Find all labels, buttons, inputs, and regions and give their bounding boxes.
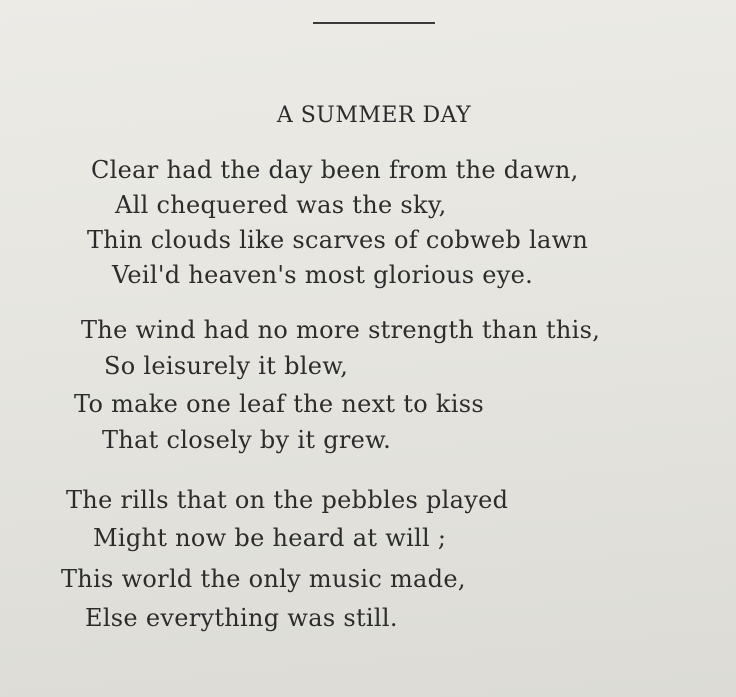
poem-line: All chequered was the sky, — [115, 191, 447, 219]
poem-line: The rills that on the pebbles played — [66, 486, 509, 514]
poem-line: The wind had no more strength than this, — [81, 316, 601, 344]
poem-line: Clear had the day been from the dawn, — [91, 156, 579, 184]
top-rule — [313, 22, 435, 24]
poem-line: To make one leaf the next to kiss — [74, 390, 484, 418]
poem-line: Thin clouds like scarves of cobweb lawn — [87, 226, 589, 254]
poem-line: This world the only music made, — [61, 565, 466, 593]
poem-line: That closely by it grew. — [102, 426, 392, 454]
poem-line: So leisurely it blew, — [104, 352, 349, 380]
poem-line: Veil'd heaven's most glorious eye. — [112, 261, 534, 289]
poem-title: A SUMMER DAY — [276, 103, 472, 128]
poem-line: Might now be heard at will ; — [93, 524, 447, 552]
poem-line: Else everything was still. — [85, 604, 398, 632]
